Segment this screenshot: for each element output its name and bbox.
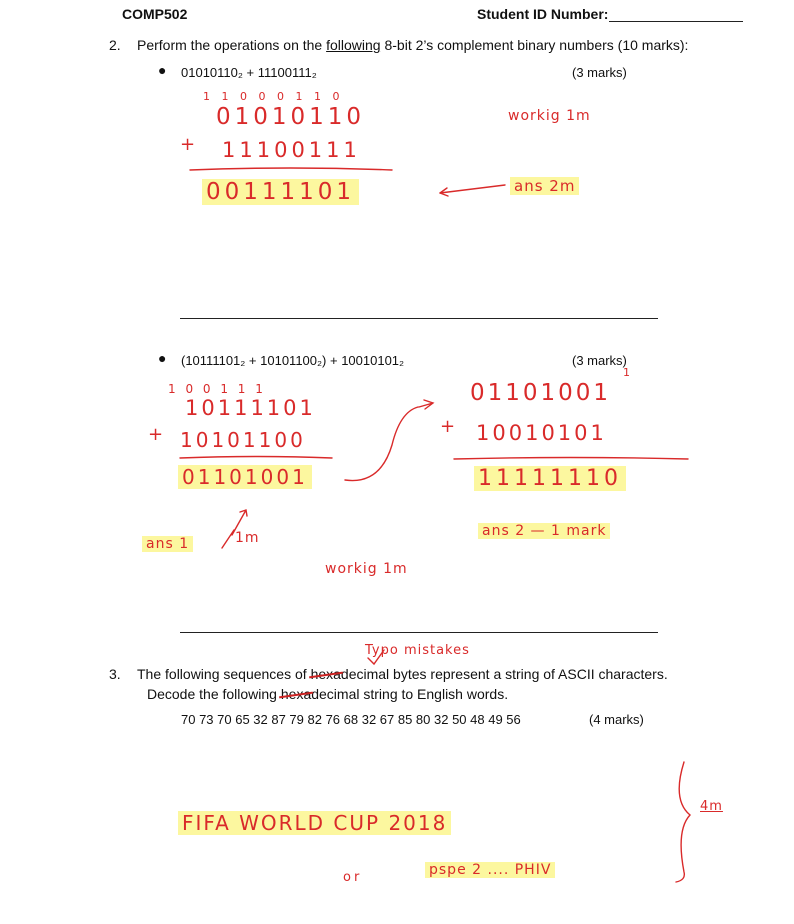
part-b-right-top: 01101001	[470, 380, 612, 406]
part-a-plus: +	[180, 134, 199, 155]
part-b-left-top: 10111101	[185, 396, 316, 420]
typo-tick	[368, 650, 384, 664]
part-a-carry: 1 1 0 0 0 1 1 0	[203, 90, 344, 103]
q3-bracket	[676, 762, 690, 882]
course-code: COMP502	[122, 6, 188, 22]
q3-or: or	[343, 870, 363, 885]
prompt-underlined: following	[326, 37, 381, 53]
part-a-expression: 01010110₂ + 11100111₂	[181, 65, 317, 80]
part-a-answer-text: 00111101	[202, 179, 359, 205]
part-a-answer-note-text: ans 2m	[510, 177, 579, 195]
q3-alt-answer-text: pspe 2 .... PHIV	[425, 862, 555, 878]
prompt-text: Perform the operations on the	[137, 37, 327, 53]
typo-note: Typo mistakes	[365, 643, 470, 658]
part-b-left-carry: 1 0 0 1 1 1	[168, 382, 266, 396]
part-b-expression: (10111101₂ + 10101100₂) + 10010101₂	[181, 353, 405, 368]
part-b-working-note: workig 1m	[325, 561, 408, 577]
question-3-number: 3.	[109, 666, 121, 682]
part-b-right-carry: 1	[623, 366, 633, 379]
part-a-marks: (3 marks)	[572, 65, 627, 80]
part-a-sum-line	[190, 168, 392, 170]
student-id-label: Student ID Number:	[477, 6, 609, 22]
prompt-text-end: 8-bit 2’s complement binary numbers (10 marks):	[380, 37, 689, 53]
q3-struck-word: hexa	[280, 686, 312, 702]
q3-line-1-text: The following sequences of	[137, 666, 311, 682]
bullet-icon: ●	[158, 350, 167, 366]
question-2-number: 2.	[109, 37, 121, 53]
part-b-tick	[222, 530, 234, 548]
bullet-icon: ●	[158, 62, 167, 78]
q3-bracket-mark: 4m	[700, 799, 723, 814]
q3-answer-text: FIFA WORLD CUP 2018	[178, 811, 451, 835]
part-b-right-note-text: ans 2 — 1 mark	[478, 523, 610, 539]
question-3-marks: (4 marks)	[589, 712, 644, 727]
part-b-left-answer-text: 01101001	[178, 465, 312, 489]
part-b-left-note-text: ans 1	[142, 536, 193, 552]
part-b-left-bottom: 10101100	[180, 428, 306, 452]
part-b-left-plus: +	[148, 424, 167, 445]
part-b-ans-arrow	[232, 510, 247, 535]
part-b-right-answer-text: 11111110	[474, 466, 626, 491]
q3-line-1-text-end: decimal bytes represent a string of ASCII characters.	[340, 666, 668, 682]
part-b-right-plus: +	[440, 416, 459, 437]
q3-line-2-text: Decode the following	[147, 686, 281, 702]
part-b-link-arrow	[419, 400, 433, 409]
part-a-bottom: 11100111	[222, 138, 361, 162]
part-b-right-sum-line	[454, 458, 688, 460]
q3-line-2-text-end: decimal string to English words.	[311, 686, 509, 702]
part-b-left-sum-line	[180, 457, 332, 459]
part-b-link-curve	[345, 407, 418, 481]
part-a-arrow	[440, 185, 505, 193]
part-a-working-note: workig 1m	[508, 108, 591, 124]
part-a-top: 01010110	[216, 104, 366, 130]
part-b-left-mark: 1m	[235, 530, 260, 546]
hex-bytes: 70 73 70 65 32 87 79 82 76 68 32 67 85 80 32 50 48 49 56	[181, 712, 521, 727]
q3-struck-word: hexa	[310, 666, 341, 682]
part-b-right-bottom: 10010101	[476, 421, 607, 445]
part-b-marks: (3 marks)	[572, 353, 627, 368]
